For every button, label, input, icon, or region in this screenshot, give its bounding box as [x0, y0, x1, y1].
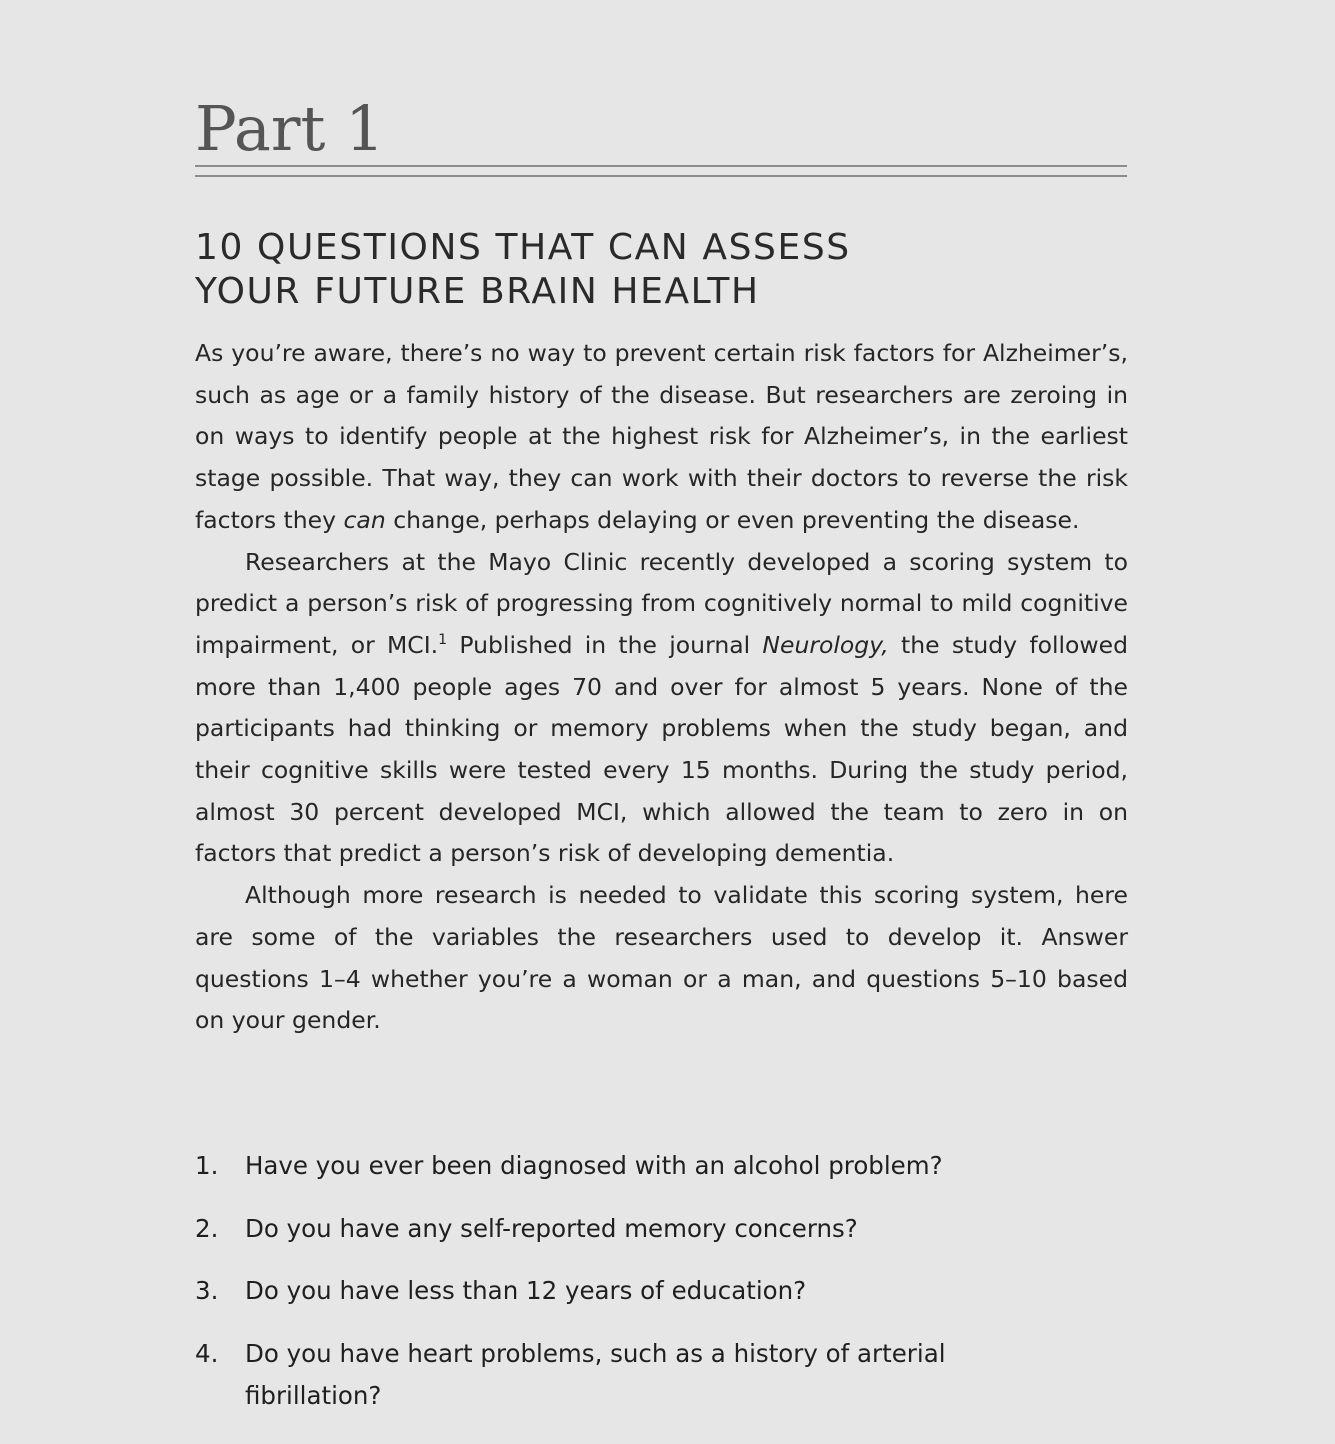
question-item — [195, 1270, 1005, 1312]
section-heading-line-2: YOUR FUTURE BRAIN HEALTH — [195, 271, 760, 312]
question-number: 1. — [195, 1151, 219, 1180]
body-text — [195, 333, 1128, 1042]
section-heading-line-1: 10 QUESTIONS THAT CAN ASSESS — [195, 227, 851, 268]
question-item — [195, 1333, 1005, 1416]
paragraph-intro: As you’re aware, there’s no way to prevent certain risk factors for Alzheimer’s, such as age or a family history of the disease. But researchers are zeroing in on ways to identify people at the highest risk for Alzheimer’s, in the earliest stage possible. That way, they can work with their doctors to reverse the risk factors they can change, perhaps delaying or even preventing the disease. — [195, 339, 1128, 534]
title-rule-bottom — [195, 175, 1127, 177]
part-title: Part 1 — [195, 92, 385, 165]
footnote-marker: 1 — [438, 632, 448, 649]
question-number: 2. — [195, 1213, 219, 1243]
section-heading — [195, 226, 851, 314]
question-text: Do you have less than 12 years of education? — [245, 1276, 807, 1306]
question-list — [195, 1145, 1128, 1438]
paragraph-mayo-study: Researchers at the Mayo Clinic recently developed a scoring system to predict a person’s risk of progressing from cognitively normal to mild cognitive impairment, or MCI.$^1$ Published in the journal Neurology, the study followed more than 1,400 people ages 70 and over for almost 5 years. None of the participants had thinking or memory problems when the study began, and their cognitive skills were tested every 15 months. During the study period, almost 30 percent developed MCI, which allowed the team to zero in on factors that predict a person’s risk of developing dementia. — [195, 547, 1129, 868]
title-rule-top — [195, 165, 1127, 167]
question-item — [195, 1208, 1005, 1250]
journal-name: Neurology, — [762, 630, 889, 659]
question-text: Have you ever been diagnosed with an alcohol problem? — [245, 1151, 943, 1180]
question-text: Do you have heart problems, such as a history of arterial fibrillation? — [245, 1339, 946, 1410]
emphasis-can: can — [343, 505, 386, 534]
question-number: 3. — [195, 1276, 219, 1306]
question-item — [195, 1145, 1005, 1187]
question-text: Do you have any self-reported memory concerns? — [245, 1213, 858, 1243]
question-number: 4. — [195, 1339, 219, 1369]
paragraph-instructions: Although more research is needed to validate this scoring system, here are some of the variables the researchers used to develop it. Answer questions 1–4 whether you’re a woman or a man, and questions 5–10 based on your gender. — [195, 881, 1128, 1035]
